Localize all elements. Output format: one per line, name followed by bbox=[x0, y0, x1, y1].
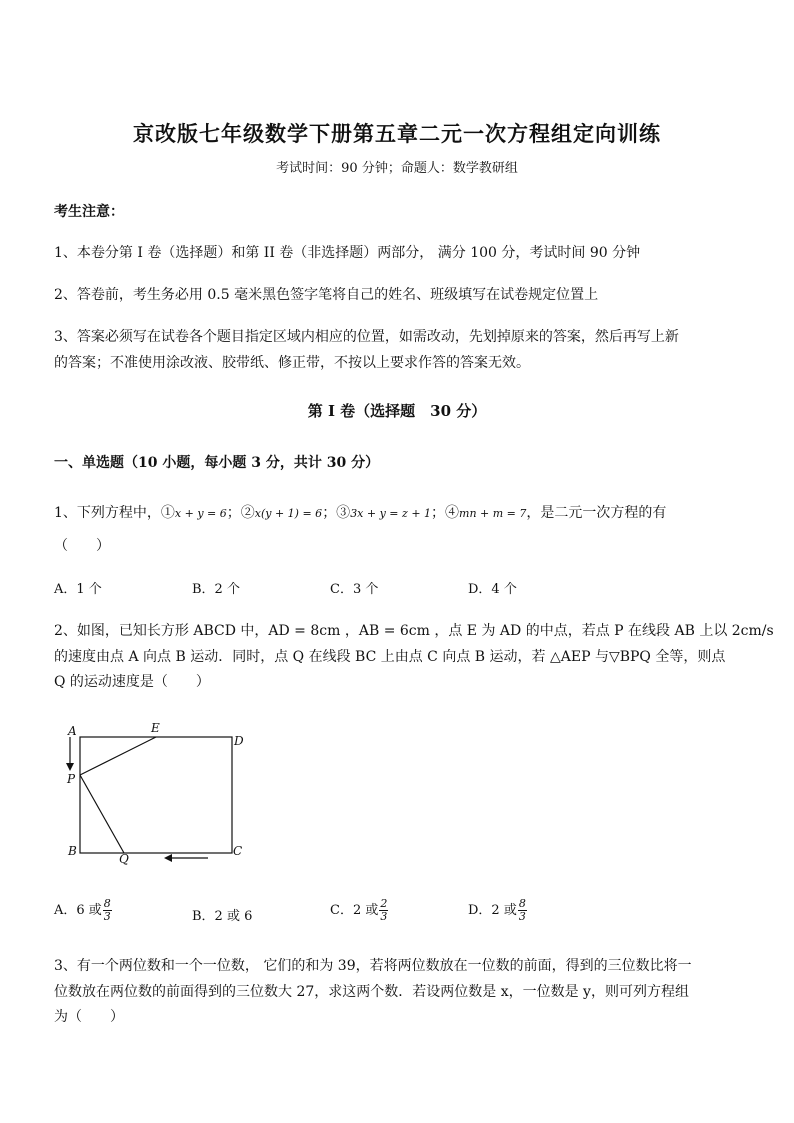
q3-line-3: 为（ ） bbox=[54, 1009, 124, 1025]
label-p: P bbox=[67, 772, 76, 786]
q2-option-b-label: B．2 或 6 bbox=[192, 909, 253, 924]
q3-line-1: 3、有一个两位数和一个一位数， 它们的和为 39，若将两位数放在一位数的前面，得到的三位数比将一 bbox=[54, 958, 692, 974]
question-1-stem bbox=[54, 502, 666, 522]
fraction-denominator: 3 bbox=[380, 910, 388, 923]
label-b: B bbox=[68, 844, 77, 858]
q2-option-a[interactable] bbox=[54, 898, 112, 923]
q1-suffix: ，是二元一次方程的有 bbox=[526, 505, 667, 521]
q2-option-c-label: C．2 或 bbox=[330, 903, 379, 918]
fraction-denominator: 3 bbox=[103, 910, 111, 923]
q1-equation-3: 3x + y = z + 1 bbox=[350, 507, 432, 520]
q1-sep-1: ；② bbox=[226, 505, 255, 521]
notice-item-3-line-1: 3、答案必须写在试卷各个题目指定区域内相应的位置，如需改动，先划掉原来的答案，然后再写上新 bbox=[54, 329, 679, 345]
section-title: 第 I 卷（选择题 30 分） bbox=[307, 402, 487, 420]
q1-option-b[interactable]: B．2 个 bbox=[192, 582, 240, 597]
q3-line-2: 位数放在两位数的前面得到的三位数大 27，求这两个数．若设两位数是 x，一位数是 y，则可列方程组 bbox=[54, 984, 689, 1000]
segment-pe bbox=[80, 737, 156, 775]
label-q: Q bbox=[119, 852, 129, 866]
rectangle-figure bbox=[60, 715, 260, 870]
notice-item-1: 1、本卷分第 I 卷（选择题）和第 II 卷（非选择题）两部分， 满分 100 分，考试时间 90 分钟 bbox=[54, 245, 641, 261]
q2-line-3: Q 的运动速度是（ ） bbox=[54, 674, 210, 690]
q2-line-2: 的速度由点 A 向点 B 运动．同时，点 Q 在线段 BC 上由点 C 向点 B 运动，若 △AEP 与▽BPQ 全等，则点 bbox=[54, 649, 726, 665]
notice-item-2: 2、答卷前，考生务必用 0.5 毫米黑色签字笔将自己的姓名、班级填写在试卷规定位置上 bbox=[54, 287, 599, 303]
q1-sep-2: ；③ bbox=[322, 505, 351, 521]
q1-answer-blank: （ ） bbox=[54, 538, 110, 554]
fraction-numerator: 2 bbox=[380, 897, 388, 910]
q1-option-c[interactable]: C．3 个 bbox=[330, 582, 379, 597]
label-d: D bbox=[234, 734, 244, 748]
segment-pq bbox=[80, 775, 124, 853]
notice-item-3-line-2: 的答案；不准使用涂改液、胶带纸、修正带，不按以上要求作答的答案无效。 bbox=[54, 355, 530, 371]
q1-option-a[interactable]: A．1 个 bbox=[54, 582, 102, 597]
exam-subtitle: 考试时间：90 分钟；命题人：数学教研组 bbox=[276, 161, 518, 176]
fraction-denominator: 3 bbox=[518, 910, 526, 923]
part-heading: 一、单选题（10 小题，每小题 3 分，共计 30 分） bbox=[54, 455, 380, 471]
page-title: 京改版七年级数学下册第五章二元一次方程组定向训练 bbox=[133, 121, 661, 146]
q1-equation-4: mn + m = 7 bbox=[459, 507, 527, 520]
arrow-down-icon bbox=[66, 763, 74, 771]
q2-option-a-fraction bbox=[103, 898, 112, 923]
fraction-numerator: 8 bbox=[518, 897, 526, 910]
q2-option-b[interactable] bbox=[192, 905, 252, 924]
q2-option-d-fraction bbox=[518, 898, 527, 923]
q2-option-d[interactable] bbox=[468, 898, 527, 923]
rectangle-abcd bbox=[80, 737, 232, 853]
q1-equation-2: x(y + 1) = 6 bbox=[254, 507, 323, 520]
q1-prefix: 1、下列方程中，① bbox=[54, 505, 175, 521]
q1-equation-1: x + y = 6 bbox=[174, 507, 227, 520]
q2-line-1: 2、如图，已知长方形 ABCD 中，AD = 8cm ，AB = 6cm ，点 E 为 AD 的中点，若点 P 在线段 AB 上以 2cm/s bbox=[54, 623, 774, 639]
q2-option-c-fraction bbox=[379, 898, 388, 923]
label-c: C bbox=[233, 844, 243, 858]
q1-option-d[interactable]: D．4 个 bbox=[468, 582, 517, 597]
label-e: E bbox=[151, 721, 160, 735]
arrow-left-icon bbox=[164, 854, 172, 862]
fraction-numerator: 8 bbox=[103, 897, 111, 910]
q2-option-a-label: A．6 或 bbox=[54, 903, 102, 918]
notice-heading: 考生注意： bbox=[54, 204, 124, 220]
label-a: A bbox=[68, 724, 77, 738]
q2-option-d-label: D．2 或 bbox=[468, 903, 517, 918]
q1-sep-3: ；④ bbox=[431, 505, 460, 521]
q2-option-c[interactable] bbox=[330, 898, 388, 923]
